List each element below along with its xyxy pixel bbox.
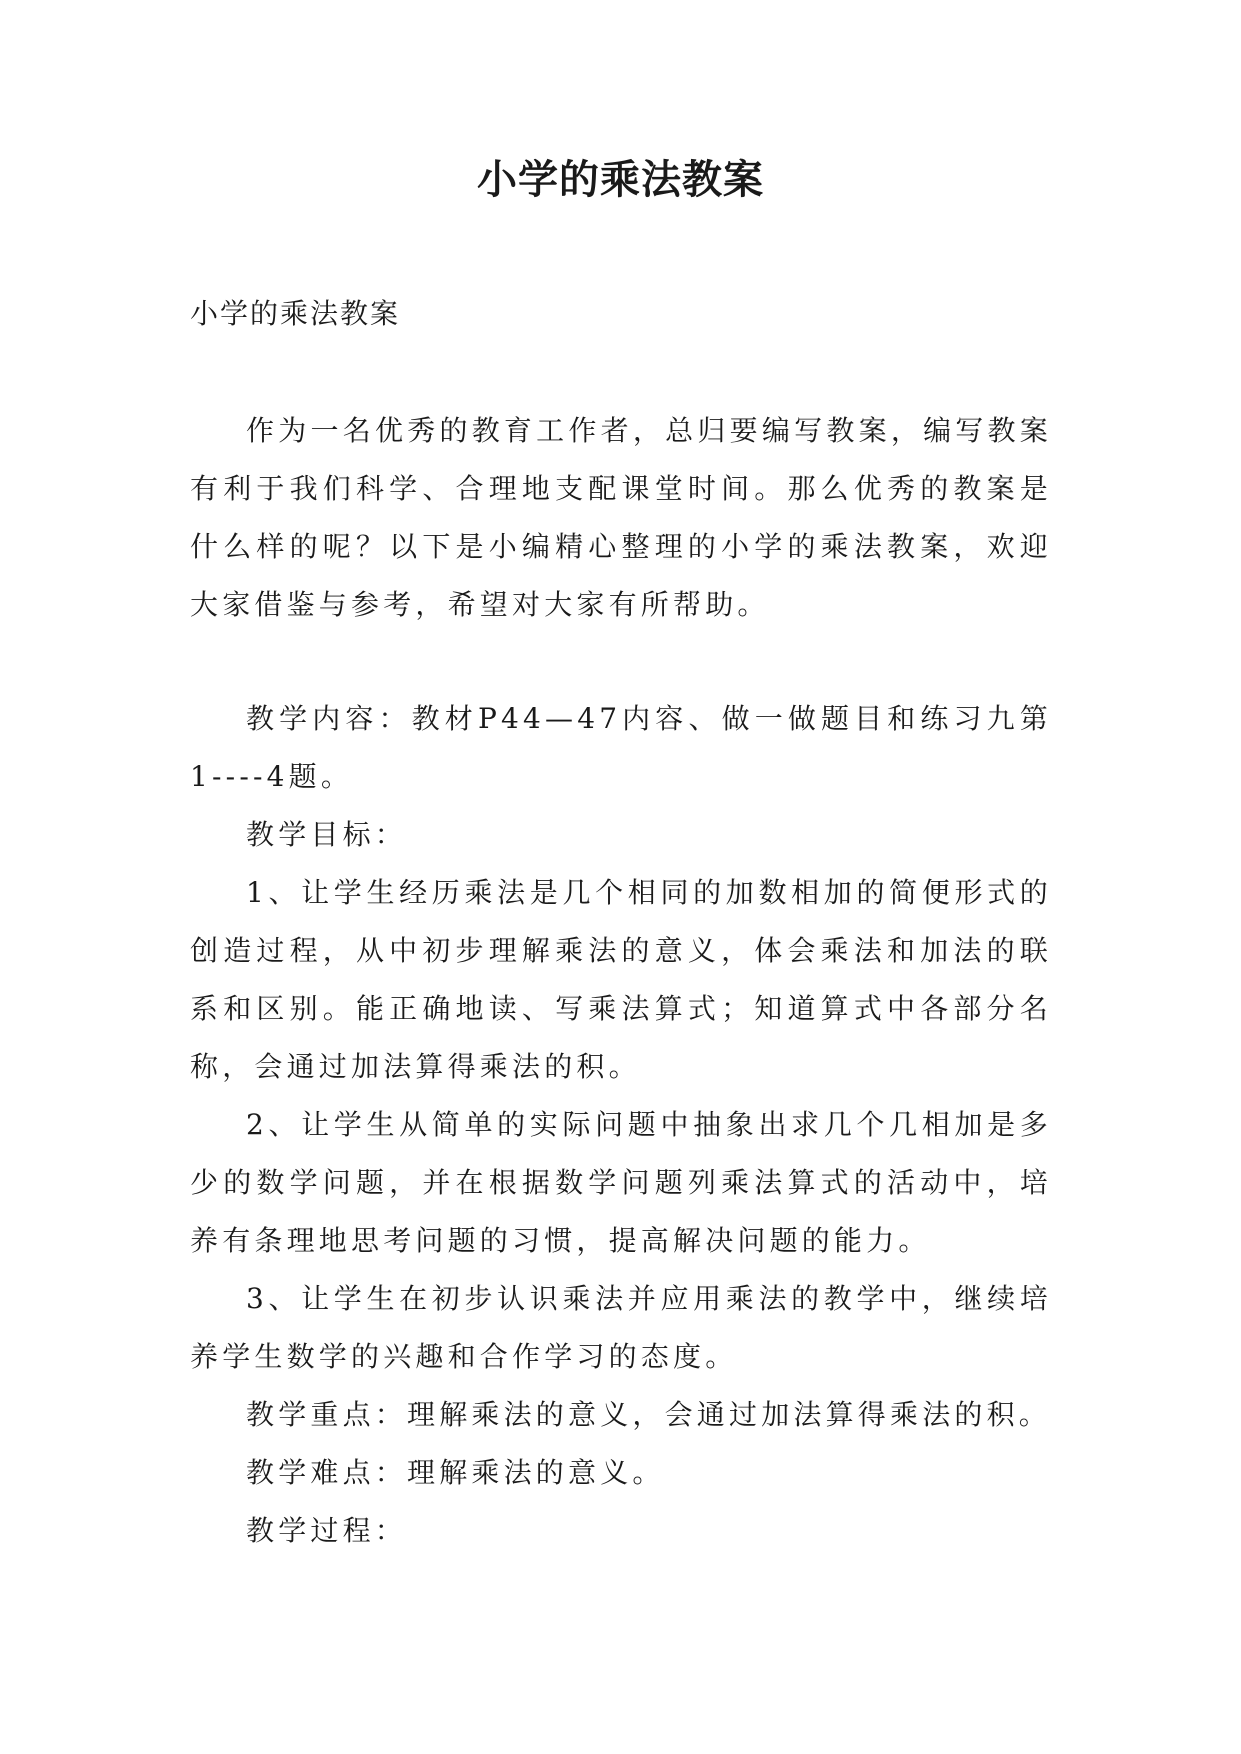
goal-item-3: 3、让学生在初步认识乘法并应用乘法的教学中，继续培养学生数学的兴趣和合作学习的态度。 [190,1282,1052,1373]
page-title: 小学的乘法教案 [477,156,764,203]
teaching-content-paragraph: 教学内容：教材P44—47内容、做一做题目和练习九第1----4题。 [190,702,1052,793]
teaching-goals-heading: 教学目标： [246,818,408,851]
intro-section [190,402,1052,634]
intro-paragraph: 作为一名优秀的教育工作者，总归要编写教案，编写教案有利于我们科学、合理地支配课堂时间。那么优秀的教案是什么样的呢？以下是小编精心整理的小学的乘法教案，欢迎大家借鉴与参考，希望对大家有所帮助。 [190,414,1052,621]
goal-item-2: 2、让学生从简单的实际问题中抽象出求几个几相加是多少的数学问题，并在根据数学问题列乘法算式的活动中，培养有条理地思考问题的习惯，提高解决问题的能力。 [190,1108,1052,1257]
teaching-process-heading: 教学过程： [246,1514,408,1547]
teaching-difficulty: 教学难点：理解乘法的意义。 [246,1456,665,1489]
goal-item-1: 1、让学生经历乘法是几个相同的加数相加的简便形式的创造过程，从中初步理解乘法的意义，体会乘法和加法的联系和区别。能正确地读、写乘法算式；知道算式中各部分名称，会通过加法算得乘法的积。 [190,876,1052,1083]
teaching-key-point: 教学重点：理解乘法的意义，会通过加法算得乘法的积。 [246,1398,1052,1431]
document-subtitle: 小学的乘法教案 [190,297,401,330]
lesson-body [190,690,1052,1560]
